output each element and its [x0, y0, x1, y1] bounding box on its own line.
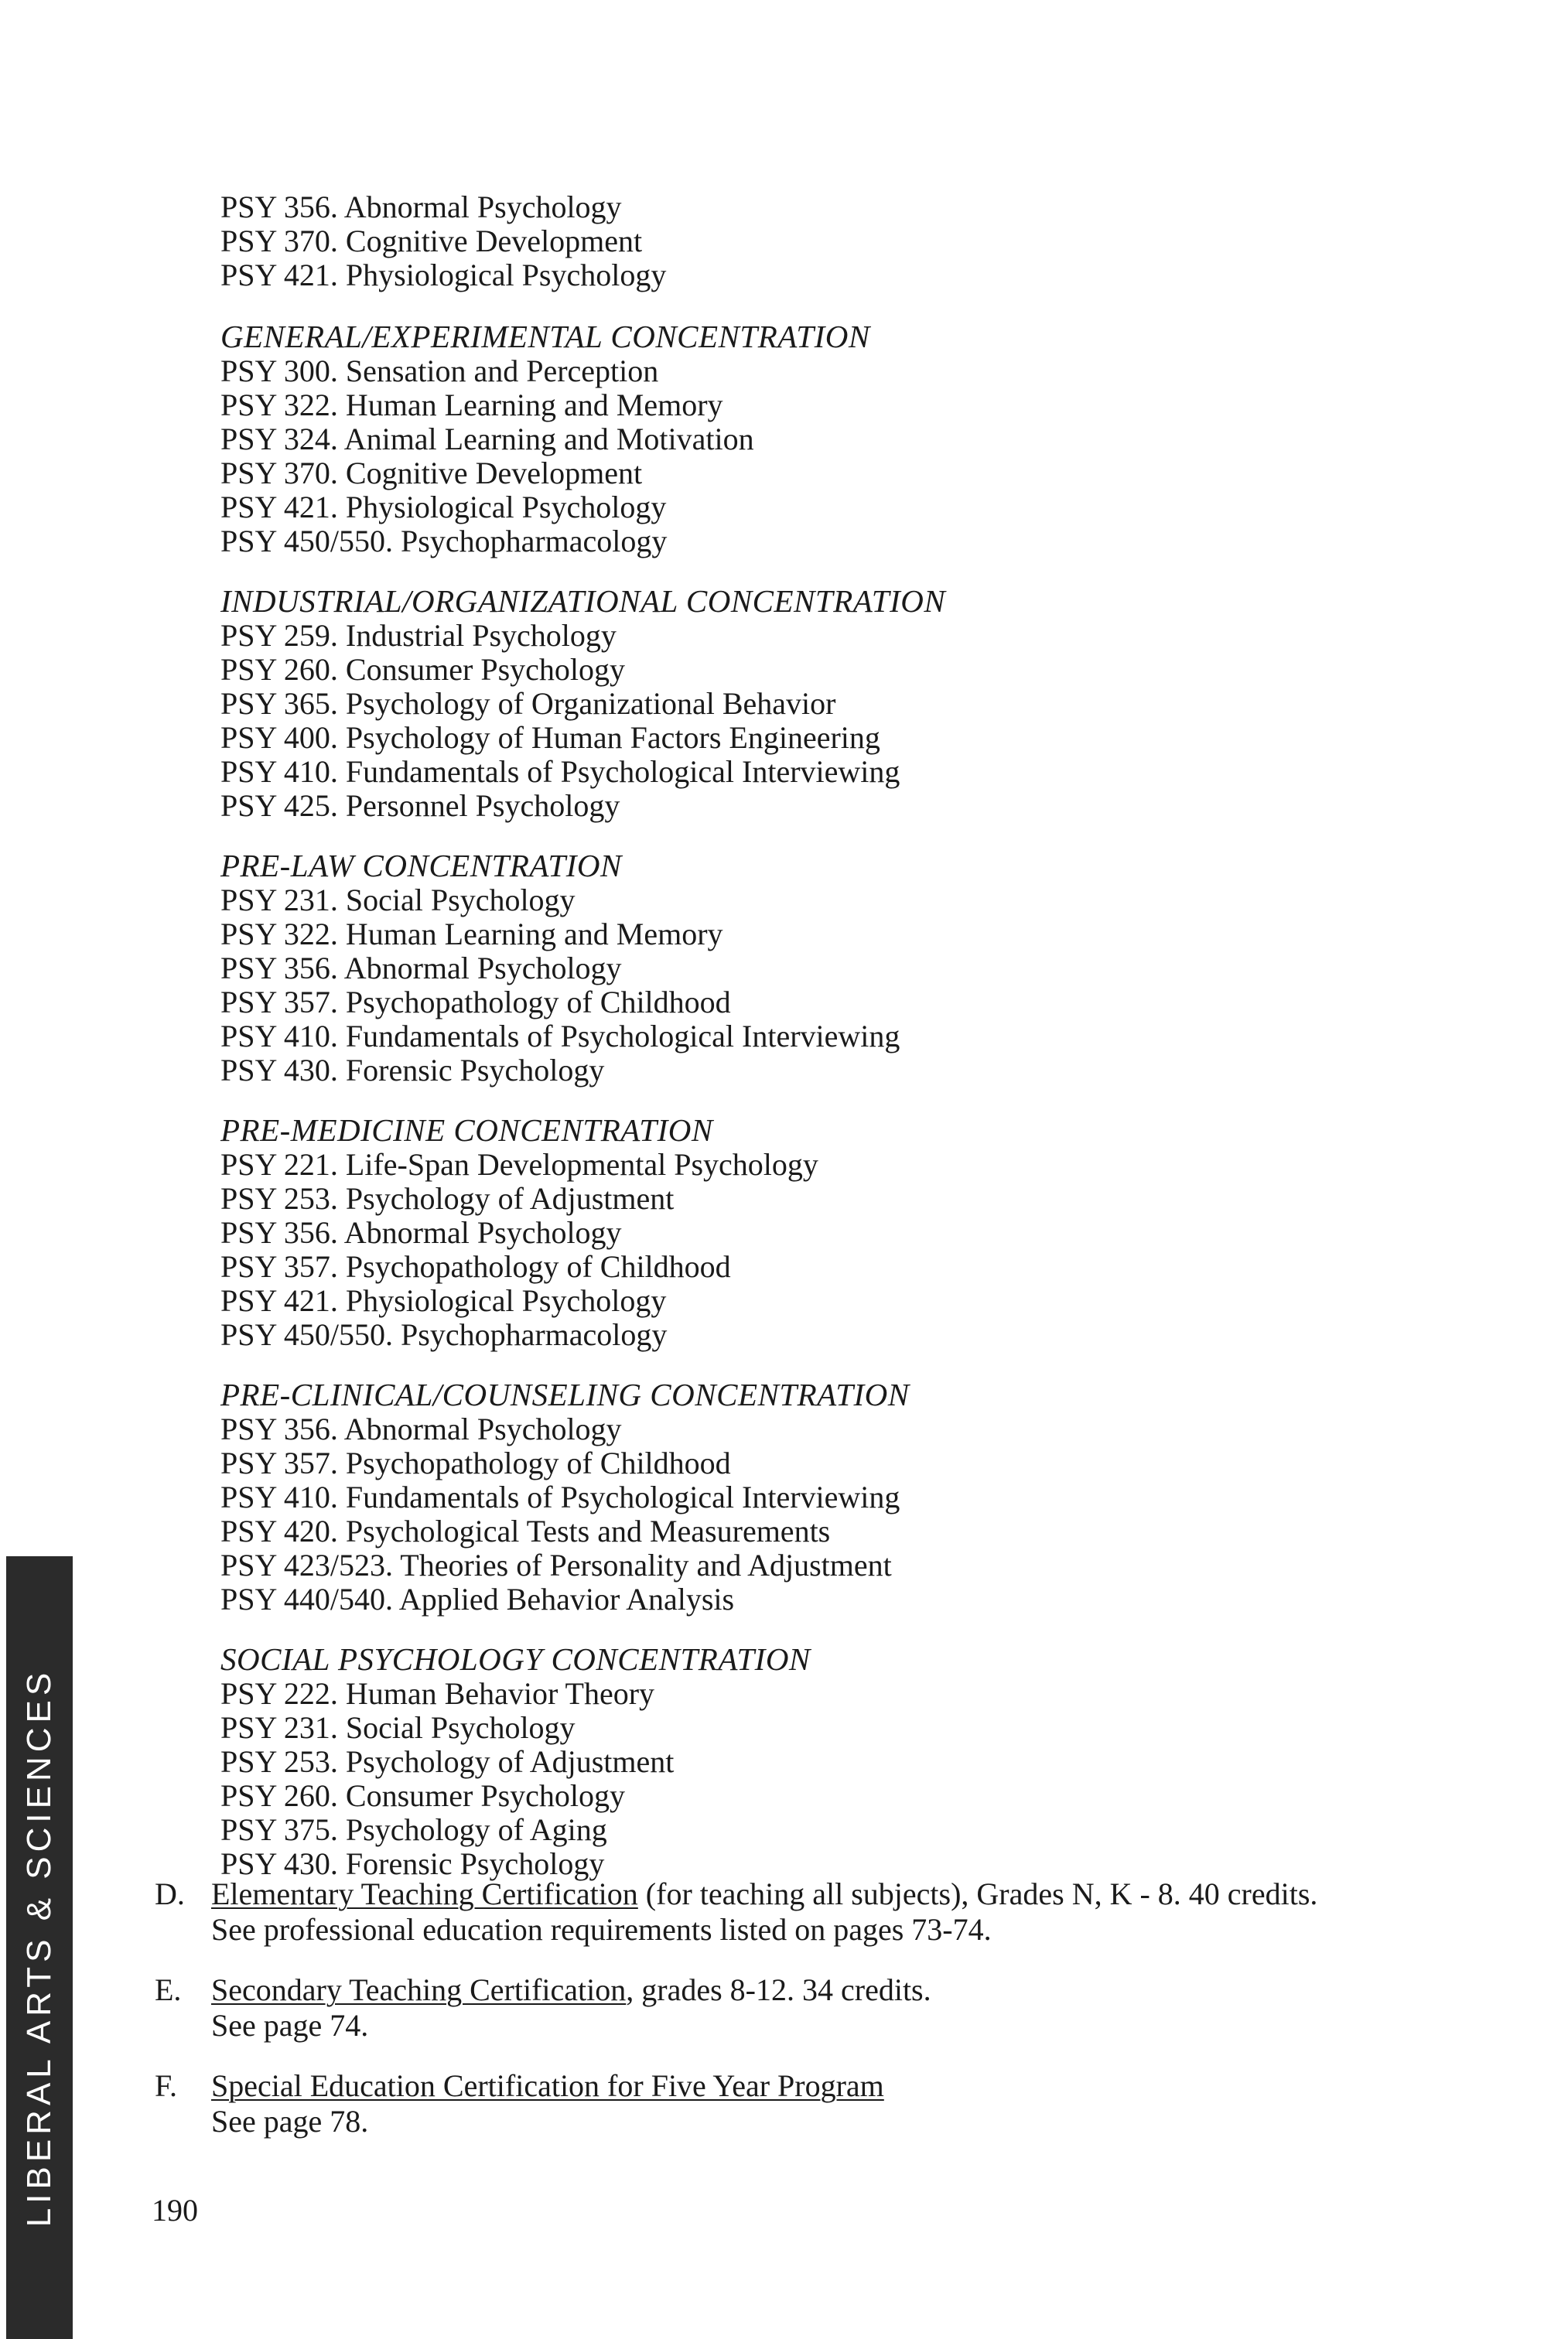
course-line: PSY 420. Psychological Tests and Measurements — [220, 1514, 831, 1549]
item-letter: E. — [155, 1972, 182, 2007]
course-line: PSY 430. Forensic Psychology — [220, 1053, 605, 1088]
concentration-group-general-experimental — [220, 319, 1458, 558]
course-line: PSY 440/540. Applied Behavior Analysis — [220, 1582, 735, 1617]
concentration-lists — [220, 190, 1458, 1906]
item-line-1 — [211, 1972, 1470, 2008]
page-number: 190 — [152, 2193, 198, 2228]
course-line: PSY 253. Psychology of Adjustment — [220, 1181, 675, 1216]
item-line-2: See professional education requirements listed on pages 73-74. — [211, 1912, 992, 1947]
course-line: PSY 322. Human Learning and Memory — [220, 388, 723, 422]
item-detail: (for teaching all subjects), Grades N, K - 8. 40 credits. — [637, 1876, 1318, 1911]
course-line: PSY 450/550. Psychopharmacology — [220, 1317, 668, 1352]
course-line: PSY 356. Abnormal Psychology — [220, 1412, 622, 1446]
course-line: PSY 421. Physiological Psychology — [220, 258, 667, 292]
course-line: PSY 357. Psychopathology of Childhood — [220, 1446, 731, 1480]
course-line: PSY 410. Fundamentals of Psychological Interviewing — [220, 754, 900, 789]
side-tab-label: LIBERAL ARTS & SCIENCES — [20, 1668, 58, 2228]
item-line-1 — [211, 1876, 1470, 1912]
item-line-2: See page 74. — [211, 2008, 369, 2043]
course-line: PSY 322. Human Learning and Memory — [220, 917, 723, 951]
concentration-heading: PRE-MEDICINE CONCENTRATION — [220, 1112, 713, 1148]
item-line-2: See page 78. — [211, 2104, 369, 2139]
course-line: PSY 370. Cognitive Development — [220, 456, 643, 490]
certification-item-elementary — [155, 1876, 1470, 1948]
certification-items — [155, 1876, 1470, 2164]
certification-item-special-education — [155, 2068, 1470, 2139]
course-line: PSY 421. Physiological Psychology — [220, 1283, 667, 1318]
course-line: PSY 425. Personnel Psychology — [220, 788, 620, 823]
course-line: PSY 259. Industrial Psychology — [220, 618, 617, 653]
course-line: PSY 253. Psychology of Adjustment — [220, 1744, 675, 1779]
item-detail: , grades 8-12. 34 credits. — [626, 1972, 931, 2007]
item-line-1 — [211, 2068, 1470, 2104]
concentration-heading: SOCIAL PSYCHOLOGY CONCENTRATION — [220, 1641, 811, 1677]
course-line: PSY 370. Cognitive Development — [220, 224, 643, 258]
course-line: PSY 300. Sensation and Perception — [220, 353, 659, 388]
concentration-heading: PRE-LAW CONCENTRATION — [220, 848, 622, 883]
concentration-group-continued — [220, 190, 1458, 292]
course-line: PSY 356. Abnormal Psychology — [220, 951, 622, 985]
section-side-tab — [6, 1556, 73, 2339]
item-title: Elementary Teaching Certification — [211, 1876, 638, 1911]
course-line: PSY 400. Psychology of Human Factors Engineering — [220, 720, 880, 755]
item-title: Special Education Certification for Five Year Program — [211, 2068, 884, 2103]
concentration-group-pre-clinical-counseling — [220, 1377, 1458, 1617]
course-line: PSY 231. Social Psychology — [220, 1710, 576, 1745]
course-line: PSY 231. Social Psychology — [220, 883, 576, 917]
concentration-heading: PRE-CLINICAL/COUNSELING CONCENTRATION — [220, 1377, 910, 1412]
course-line: PSY 375. Psychology of Aging — [220, 1812, 607, 1847]
concentration-group-pre-medicine — [220, 1112, 1458, 1352]
certification-item-secondary — [155, 1972, 1470, 2044]
concentration-group-industrial-organizational — [220, 583, 1458, 823]
concentration-group-pre-law — [220, 848, 1458, 1088]
course-line: PSY 222. Human Behavior Theory — [220, 1676, 655, 1711]
course-line: PSY 356. Abnormal Psychology — [220, 1215, 622, 1250]
course-line: PSY 357. Psychopathology of Childhood — [220, 985, 731, 1019]
course-line: PSY 423/523. Theories of Personality and Adjustment — [220, 1548, 892, 1583]
course-line: PSY 324. Animal Learning and Motivation — [220, 422, 754, 456]
concentration-heading: GENERAL/EXPERIMENTAL CONCENTRATION — [220, 319, 870, 354]
course-line: PSY 260. Consumer Psychology — [220, 1778, 626, 1813]
item-letter: F. — [155, 2068, 178, 2103]
course-line: PSY 357. Psychopathology of Childhood — [220, 1249, 731, 1284]
course-line: PSY 430. Forensic Psychology — [220, 1846, 605, 1881]
course-line: PSY 365. Psychology of Organizational Behavior — [220, 686, 836, 721]
concentration-group-social-psychology — [220, 1641, 1458, 1881]
concentration-heading: INDUSTRIAL/ORGANIZATIONAL CONCENTRATION — [220, 583, 946, 619]
course-line: PSY 356. Abnormal Psychology — [220, 190, 622, 224]
item-title: Secondary Teaching Certification — [211, 1972, 627, 2007]
course-line: PSY 260. Consumer Psychology — [220, 652, 626, 687]
course-line: PSY 221. Life-Span Developmental Psychology — [220, 1147, 818, 1182]
course-line: PSY 410. Fundamentals of Psychological Interviewing — [220, 1480, 900, 1514]
course-line: PSY 421. Physiological Psychology — [220, 490, 667, 524]
course-line: PSY 450/550. Psychopharmacology — [220, 524, 668, 558]
item-letter: D. — [155, 1876, 185, 1911]
course-line: PSY 410. Fundamentals of Psychological Interviewing — [220, 1019, 900, 1053]
